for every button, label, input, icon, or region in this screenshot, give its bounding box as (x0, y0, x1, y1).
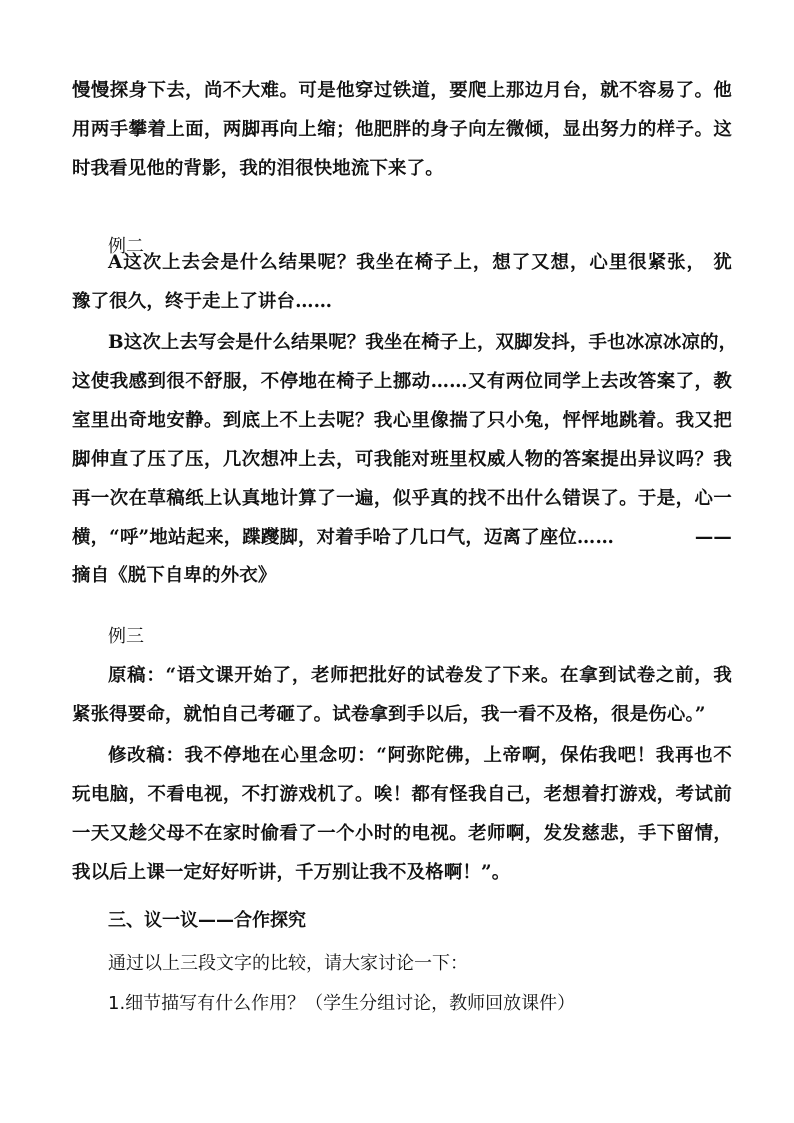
example-3-revised-draft (72, 737, 732, 893)
text-line: B这次上去写会是什么结果呢？我坐在椅子上，双脚发抖，手也冰凉冰凉的， (108, 332, 738, 353)
text-line: 这使我感到很不舒服，不停地在椅子上挪动……又有两位同学上去改答案了，教 (72, 370, 732, 392)
text-line: 时我看见他的背影，我的泪很快地流下来了。 (72, 157, 444, 179)
source-attribution: 摘自《脱下自卑的外衣》 (72, 565, 277, 587)
text-line: 慢慢探身下去，尚不大难。可是他穿过铁道，要爬上那边月台，就不容易了。他 (72, 80, 732, 101)
text-line: 玩电脑，不看电视，不打游戏机了。唉！都有怪我自己，老想着打游戏，考试前 (72, 783, 732, 805)
text-line: 原稿：“语文课开始了，老师把批好的试卷发了下来。在拿到试卷之前，我 (108, 665, 732, 686)
text-line (72, 519, 732, 558)
text-line: 用两手攀着上面，两脚再向上缩；他肥胖的身子向左微倾，显出努力的样子。这 (72, 118, 732, 140)
discussion-intro: 通过以上三段文字的比较，请大家讨论一下： (108, 953, 468, 974)
text-line: 紧张得要命，就怕自己考砸了。试卷拿到手以后，我一看不及格，很是伤心。” (72, 703, 706, 725)
example-2-label: 例二 (108, 236, 144, 257)
text-line: 我以后上课一定好好听讲，千万别让我不及格啊！”。 (72, 861, 511, 883)
text-line-content: 横，“呼”地站起来，蹀躞脚，对着手哈了几口气，迈离了座位…… (72, 526, 615, 548)
example-2-version-a (72, 244, 732, 322)
text-line: 再一次在草稿纸上认真地计算了一遍，似乎真的找不出什么错误了。于是，心一 (72, 487, 732, 509)
text-line: 豫了很久，终于走上了讲台…… (72, 290, 333, 312)
example-2-version-b (72, 324, 738, 596)
text-line: A这次上去会是什么结果呢？我坐在椅子上，想了又想，心里很紧张， 犹 (108, 252, 732, 273)
paragraph-father-back (72, 72, 732, 189)
text-line: 室里出奇地安静。到底上不上去呢？我心里像揣了只小兔，怦怦地跳着。我又把 (72, 409, 732, 431)
question-1: 1.细节描写有什么作用？（学生分组讨论，教师回放课件） (108, 993, 576, 1014)
text-line: 一天又趁父母不在家时偷看了一个小时的电视。老师啊，发发慈悲，手下留情， (72, 822, 732, 844)
attribution-dash: —— (694, 526, 732, 548)
text-line: 修改稿：我不停地在心里念叨：“阿弥陀佛，上帝啊，保佑我吧！我再也不 (108, 745, 732, 766)
text-line: 脚伸直了压了压，几次想冲上去，可我能对班里权威人物的答案提出异议吗？我 (72, 448, 732, 470)
example-3-label: 例三 (108, 626, 144, 647)
example-3-original-draft (72, 657, 732, 735)
section-heading: 三、议一议——合作探究 (108, 910, 306, 931)
